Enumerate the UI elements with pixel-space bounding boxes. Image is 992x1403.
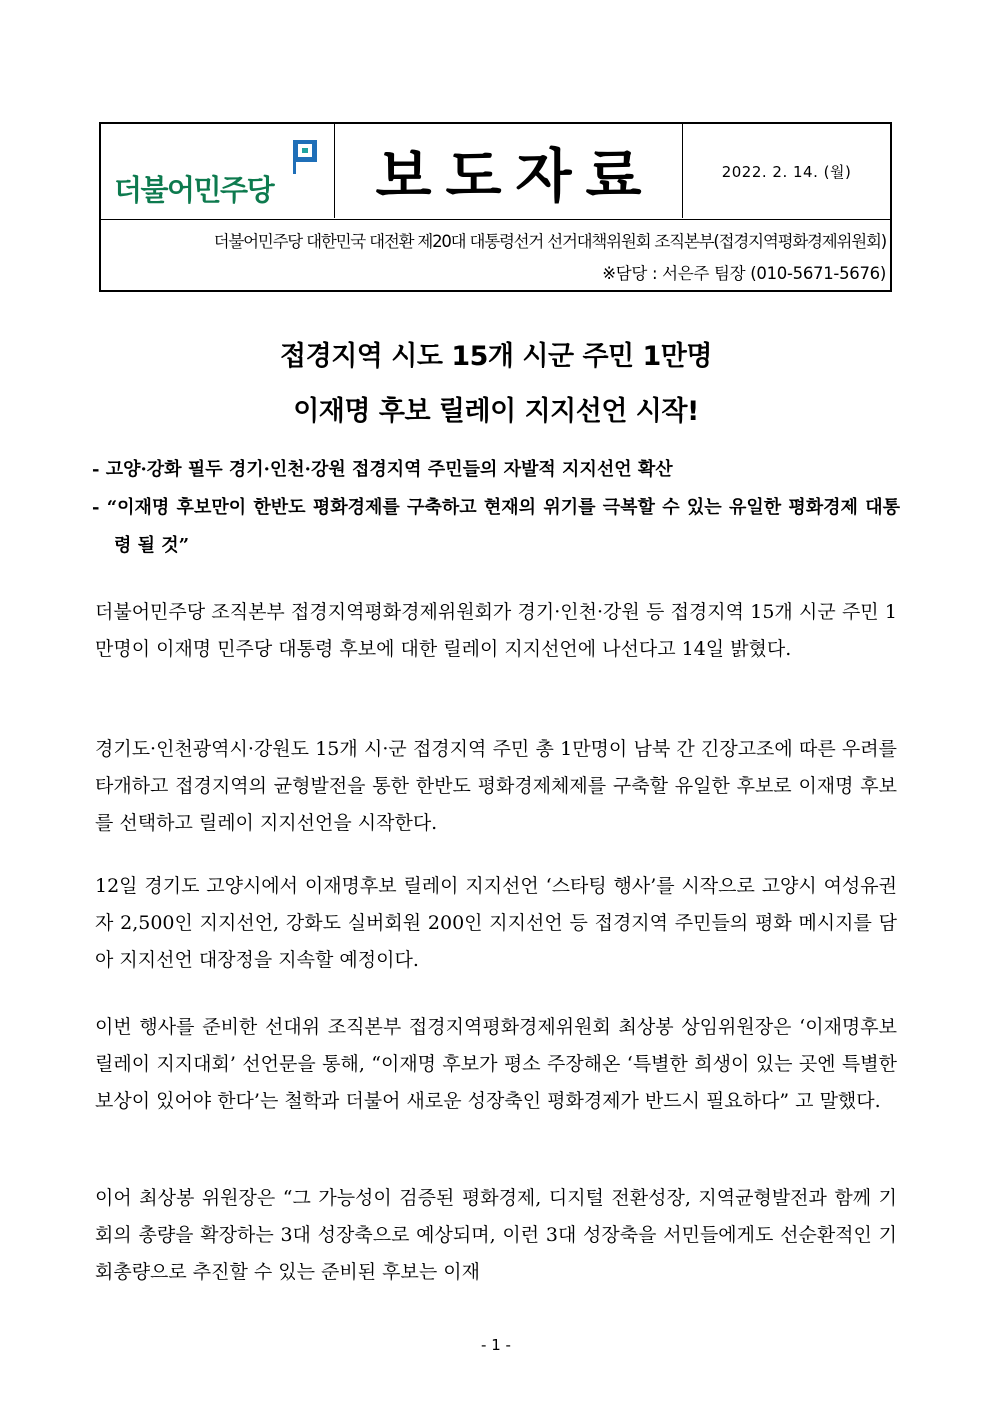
logo-cell — [101, 124, 335, 218]
subhead-1: - 고양·강화 필두 경기·인천·강원 접경지역 주민들의 자발적 지지선언 확산 — [92, 459, 673, 480]
release-date: 2022. 2. 14. (월) — [721, 162, 852, 181]
party-flag-icon — [289, 136, 323, 176]
date-cell — [683, 124, 890, 218]
header-bottom-row — [101, 220, 890, 290]
contact-line: ※담당 : 서은주 팀장 (010-5671-5676) — [602, 264, 886, 283]
paragraph-2: 경기도·인천광역시·강원도 15개 시·군 접경지역 주민 총 1만명이 남북 간 긴장고조에 따른 우려를 타개하고 접경지역의 균형발전을 통한 한반도 평화경제체제를 구축할 유일한 후보로 이재명 후보를 선택하고 릴레이 지지선언을 시작한다. — [95, 738, 897, 834]
header-top-row — [101, 124, 890, 220]
page-number: - 1 - — [481, 1336, 511, 1354]
party-logo-text: 더불어민주당 — [114, 173, 274, 207]
subhead-2: - “이재명 후보만이 한반도 평화경제를 구축하고 현재의 위기를 극복할 수 있는 유일한 평화경제 대통령 될 것” — [92, 497, 900, 556]
paragraph-5: 이어 최상봉 위원장은 “그 가능성이 검증된 평화경제, 디지털 전환성장, 지역균형발전과 함께 기회의 총량을 확장하는 3대 성장축으로 예상되며, 이런 3대 성장축을 서민들에게도 선순환적인 기회총량으로 추진할 수 있는 준비된 후보는 이재 — [95, 1187, 897, 1283]
headline-line-2: 이재명 후보 릴레이 지지선언 시작! — [293, 396, 699, 427]
press-header-table — [99, 122, 892, 292]
paragraph-4: 이번 행사를 준비한 선대위 조직본부 접경지역평화경제위원회 최상봉 상임위원장은 ‘이재명후보 릴레이 지지대회’ 선언문을 통해, “이재명 후보가 평소 주장해온 ‘특별한 희생이 있는 곳엔 특별한 보상이 있어야 한다’는 철학과 더불어 새로운 성장축인 평화경제가 반드시 필요하다” 고 말했다. — [95, 1016, 897, 1112]
paragraph-1: 더불어민주당 조직본부 접경지역평화경제위원회가 경기·인천·강원 등 접경지역 15개 시군 주민 1만명이 이재명 민주당 대통령 후보에 대한 릴레이 지지선언에 나선다고 14일 밝혔다. — [95, 601, 897, 660]
headline-line-1: 접경지역 시도 15개 시군 주민 1만명 — [280, 341, 712, 372]
organization-line: 더불어민주당 대한민국 대전환 제20대 대통령선거 선거대책위원회 조직본부(접경지역평화경제위원회) — [213, 232, 886, 251]
paragraph-3: 12일 경기도 고양시에서 이재명후보 릴레이 지지선언 ‘스타팅 행사’를 시작으로 고양시 여성유권자 2,500인 지지선언, 강화도 실버회원 200인 지지선언 등 접경지역 주민들의 평화 메시지를 담아 지지선언 대장정을 지속할 예정이다. — [95, 875, 897, 971]
press-release-title: 보도자료 — [375, 142, 656, 210]
title-cell — [335, 124, 683, 218]
